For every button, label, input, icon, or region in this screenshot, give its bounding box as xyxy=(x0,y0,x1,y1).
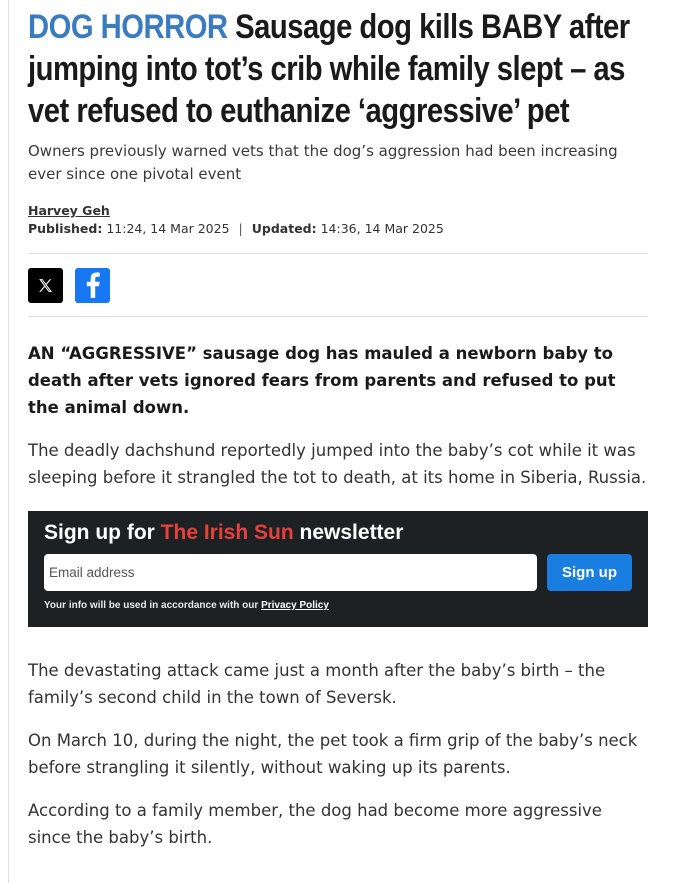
email-field[interactable] xyxy=(44,554,537,591)
updated-label: Updated: xyxy=(251,221,317,236)
headline-kicker: DOG HORROR xyxy=(28,8,228,46)
article-lead: AN “AGGRESSIVE” sausage dog has mauled a newborn baby to death after vets ignored fears from parents and refused to put the animal down. xyxy=(28,344,616,417)
headline-text: Sausage dog kills BABY after jumping into tot’s crib while family slept – as vet refused to euthanize ‘aggressive’ pet xyxy=(28,8,630,130)
published-label: Published: xyxy=(28,221,103,236)
newsletter-title-prefix: Sign up for xyxy=(44,521,155,544)
article-paragraph: The deadly dachshund reportedly jumped into the baby’s cot while it was sleeping before it strangled the tot to death, at its home in Siberia, Russia. xyxy=(28,441,647,487)
facebook-icon xyxy=(86,272,100,298)
article-paragraph: On March 10, during the night, the pet took a firm grip of the baby’s neck before strangling it silently, without waking up its parents. xyxy=(28,731,638,777)
newsletter-title-suffix: newsletter xyxy=(299,521,404,544)
article-dates xyxy=(28,220,648,238)
newsletter-title xyxy=(44,521,403,545)
date-separator: | xyxy=(238,221,243,236)
article-continued xyxy=(28,657,648,851)
headline xyxy=(28,6,647,132)
page-left-border xyxy=(8,0,9,883)
x-icon xyxy=(37,277,54,294)
privacy-note-text: Your info will be used in accordance with our xyxy=(44,600,259,611)
privacy-note xyxy=(44,600,329,611)
standfirst: Owners previously warned vets that the dog’s aggression had been increasing ever since one pivotal event xyxy=(28,142,618,183)
privacy-policy-link[interactable]: Privacy Policy xyxy=(261,600,329,611)
updated-time: 14:36, 14 Mar 2025 xyxy=(320,221,444,236)
share-bar xyxy=(28,253,648,317)
newsletter-signup xyxy=(28,511,648,627)
article-paragraph: According to a family member, the dog had become more aggressive since the baby’s birth. xyxy=(28,801,602,847)
newsletter-brand: The Irish Sun xyxy=(160,521,294,544)
article-paragraph: The devastating attack came just a month after the baby’s birth – the family’s second child in the town of Seversk. xyxy=(28,661,606,707)
author-link[interactable]: Harvey Geh xyxy=(28,203,110,218)
published-time: 11:24, 14 Mar 2025 xyxy=(106,221,230,236)
share-facebook-button[interactable] xyxy=(75,268,110,303)
share-x-button[interactable] xyxy=(28,268,63,303)
byline xyxy=(28,202,648,238)
signup-button[interactable]: Sign up xyxy=(547,554,632,591)
article xyxy=(28,6,648,851)
